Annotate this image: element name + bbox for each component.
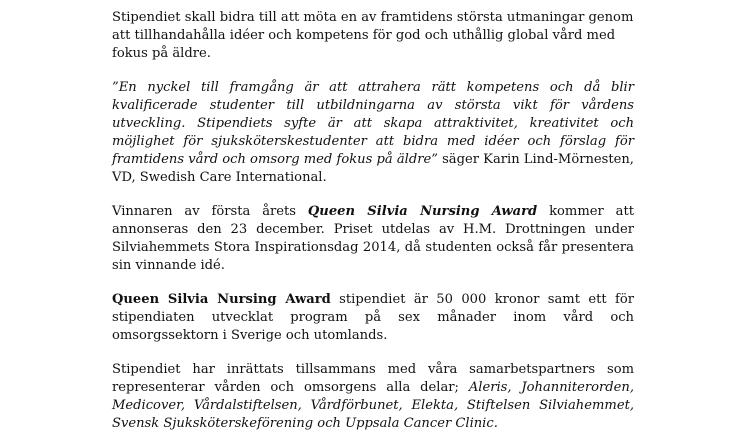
paragraph-winner-announcement (112, 203, 634, 275)
winner-rest-text: kommer att annonseras den 23 december. Priset utdelas av H.M. Drottningen under Silviahemmets Stora Inspirationsdag 2014, då studenten också får presentera sin vinnande idé. (112, 204, 635, 273)
partners-lead-text: Stipendiet har inrättats tillsammans med våra samarbetspartners som representerar vården och omsorgens alla delar; (112, 362, 634, 395)
press-release-body (112, 9, 634, 433)
award-name-bold: Queen Silvia Nursing Award (112, 292, 331, 307)
partners-list: Aleris, Johanniterorden, Medicover, Vårdalstiftelsen, Vårdförbunet, Elekta, Stiftelsen Silviahemmet, Svensk Sjuksköterskeförening och Uppsala Cancer Clinic. (112, 380, 634, 431)
award-name-italic: Queen Silvia Nursing Award (307, 204, 538, 219)
amount-text: stipendiet är 50 000 kronor samt ett för stipendiaten utvecklat program på sex månader inom vård och omsorgssektorn i Sverige och utomlands. (112, 292, 634, 343)
paragraph-quote (112, 79, 634, 187)
quote-attribution: säger Karin Lind-Mörnesten, VD, Swedish Care International. (112, 152, 634, 185)
quote-text: ”En nyckel till framgång är att attrahera rätt kompetens och då blir kvalificerade studenter till utbildningarna av största vikt för vårdens utveckling. Stipendiets syfte är att skapa attraktivitet, kreativitet och möjlighet för sjuksköterskestudenter att bidra med idéer och förslag för framtidens vård och omsorg med fokus på äldre” (112, 80, 634, 167)
paragraph-purpose (112, 9, 634, 63)
winner-lead-text: Vinnaren av första årets (112, 204, 308, 219)
paragraph-partners (112, 361, 634, 433)
purpose-text: Stipendiet skall bidra till att möta en av framtidens största utmaningar genom att tillhandahålla idéer och kompetens för god och uthållig global vård med fokus på äldre. (112, 10, 634, 61)
paragraph-scholarship-amount (112, 291, 634, 345)
